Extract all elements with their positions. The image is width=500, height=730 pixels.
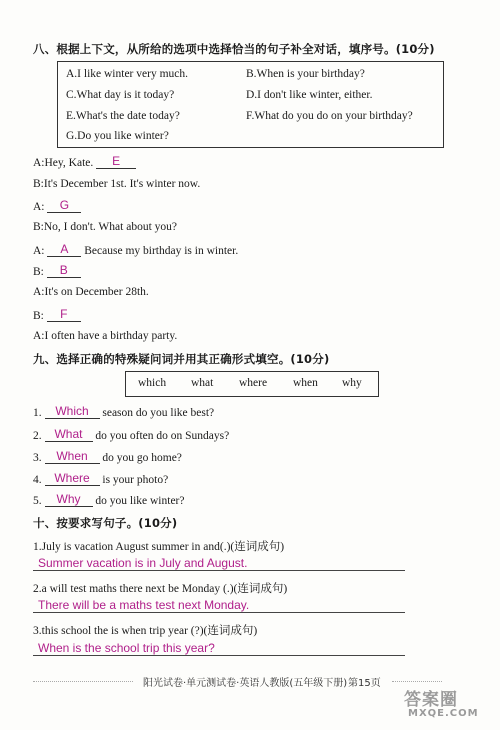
option-e: E.What's the date today? <box>66 110 180 122</box>
fill-blank-2[interactable]: What <box>45 428 93 442</box>
dialogue-line-5: A: A Because my birthday is in winter. <box>33 242 239 257</box>
dialogue-line-9: A:I often have a birthday party. <box>33 330 178 342</box>
fill-blank-3[interactable]: When <box>45 450 100 464</box>
dialogue-line-4: B:No, I don't. What about you? <box>33 221 177 233</box>
option-f: F.What do you do on your birthday? <box>246 110 413 122</box>
word-which: which <box>138 377 167 389</box>
fill-blank-1[interactable]: Which <box>45 405 100 419</box>
watermark-logo: 答案圈 <box>404 690 458 710</box>
word-where: where <box>239 377 268 389</box>
fill-item-1: 1. Which season do you like best? <box>33 404 215 419</box>
dialogue-line-7: A:It's on December 28th. <box>33 286 149 298</box>
option-c: C.What day is it today? <box>66 89 175 101</box>
option-a: A.I like winter very much. <box>66 68 188 80</box>
option-d: D.I don't like winter, either. <box>246 89 373 101</box>
fill-blank-5[interactable]: Why <box>45 493 93 507</box>
section-9-title: 九、选择正确的特殊疑问词并用其正确形式填空。(10分) <box>33 352 330 366</box>
option-g: G.Do you like winter? <box>66 130 169 142</box>
answer-blank-5[interactable]: F <box>47 308 81 322</box>
option-b: B.When is your birthday? <box>246 68 365 80</box>
dialogue-line-3: A: G <box>33 199 81 213</box>
fill-blank-4[interactable]: Where <box>45 472 100 486</box>
section-10-title: 十、按要求写句子。(10分) <box>33 516 178 530</box>
dialogue-line-2: B:It's December 1st. It's winter now. <box>33 178 201 190</box>
sentence-prompt-2: 2.a will test maths there next be Monday (.)(连词成句) <box>33 583 288 595</box>
sentence-answer-line-3[interactable]: When is the school trip this year? <box>33 641 405 656</box>
sentence-prompt-3: 3.this school the is when trip year (?)(连词成句) <box>33 625 258 637</box>
word-what: what <box>191 377 214 389</box>
dialogue-line-8: B: F <box>33 308 81 322</box>
answer-blank-3[interactable]: A <box>47 243 81 257</box>
dialogue-line-1: A:Hey, Kate. E <box>33 155 136 169</box>
footer-dash-left <box>33 680 133 682</box>
footer-text: 阳光试卷·单元测试卷·英语人教版(五年级下册) <box>143 678 348 689</box>
word-when: when <box>293 377 318 389</box>
watermark-url: MXQE.COM <box>408 708 479 719</box>
section-8-title: 八、根据上下文，从所给的选项中选择恰当的句子补全对话，填序号。(10分) <box>33 42 435 56</box>
dialogue-line-6: B: B <box>33 264 81 278</box>
sentence-prompt-1: 1.July is vacation August summer in and(.)(连词成句) <box>33 541 285 553</box>
fill-item-5: 5. Why do you like winter? <box>33 492 185 507</box>
footer-dash-right <box>392 680 442 682</box>
fill-item-3: 3. When do you go home? <box>33 449 182 464</box>
word-why: why <box>342 377 362 389</box>
footer-page-number: 第15页 <box>348 678 381 689</box>
answer-blank-2[interactable]: G <box>47 199 81 213</box>
sentence-answer-line-1[interactable]: Summer vacation is in July and August. <box>33 556 405 571</box>
sentence-answer-line-2[interactable]: There will be a maths test next Monday. <box>33 598 405 613</box>
fill-item-2: 2. What do you often do on Sundays? <box>33 427 230 442</box>
answer-blank-1[interactable]: E <box>96 155 136 169</box>
answer-blank-4[interactable]: B <box>47 264 81 278</box>
fill-item-4: 4. Where is your photo? <box>33 471 169 486</box>
